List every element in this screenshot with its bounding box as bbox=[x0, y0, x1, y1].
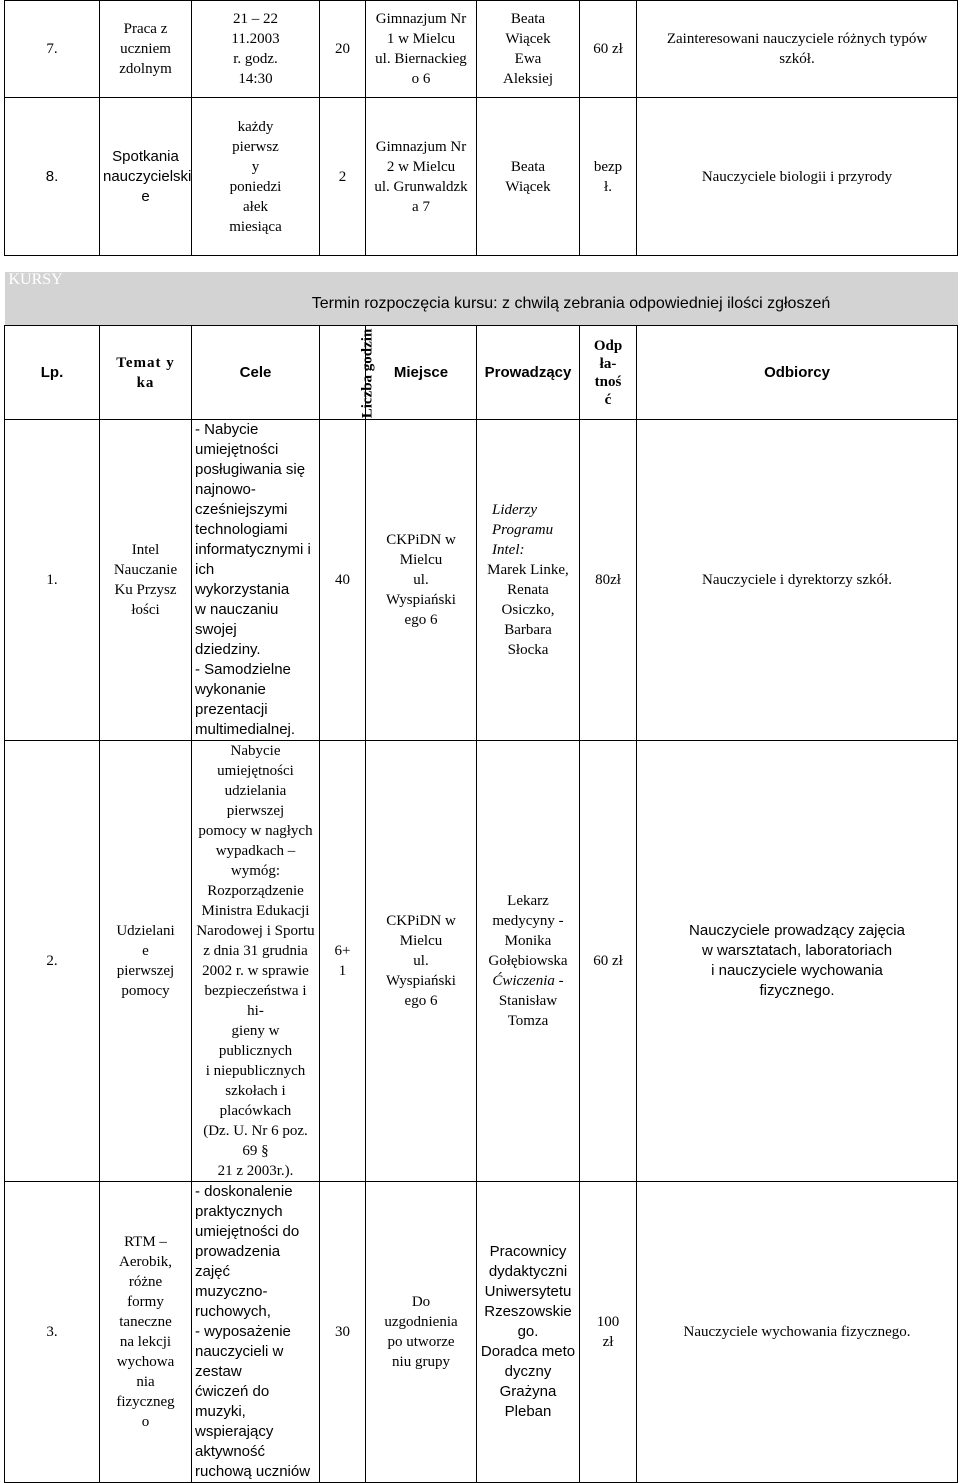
header-row bbox=[5, 326, 958, 420]
header-lp: Lp. bbox=[5, 326, 100, 420]
course-leader: Pracownicy dydaktyczni Uniwersytetu Rzeszowskie go. Doradca meto dyczny Grażyna Pleban bbox=[477, 1182, 580, 1483]
course-place: CKPiDN w Mielcu ul. Wyspiański ego 6 bbox=[366, 420, 477, 741]
table-row bbox=[5, 1, 958, 98]
row-date: każdy pierwsz y poniedzi ałek miesiąca bbox=[192, 98, 320, 256]
course-leader-instructor: Stanisław Tomza bbox=[498, 993, 558, 1029]
row-place: Gimnazjum Nr 1 w Mielcu ul. Biernackieg o 6 bbox=[366, 1, 477, 98]
header-prowadzacy: Prowadzący bbox=[477, 326, 580, 420]
row-topic: Spotkania nauczycielski e bbox=[100, 98, 192, 256]
row-fee: 60 zł bbox=[580, 1, 637, 98]
header-tematyka: Temat y ka bbox=[100, 326, 192, 420]
course-leader bbox=[477, 420, 580, 741]
row-topic: Praca z uczniem zdolnym bbox=[100, 1, 192, 98]
table-row bbox=[5, 98, 958, 256]
course-hours: 6+ 1 bbox=[320, 741, 366, 1182]
table-row bbox=[5, 1182, 958, 1483]
course-place: CKPiDN w Mielcu ul. Wyspiański ego 6 bbox=[366, 741, 477, 1182]
course-fee: 80zł bbox=[580, 420, 637, 741]
table-row bbox=[5, 420, 958, 741]
row-fee: bezp ł. bbox=[580, 98, 637, 256]
course-leader bbox=[477, 741, 580, 1182]
row-lp: 7. bbox=[5, 1, 100, 98]
course-goals: - doskonalenie praktycznych umiejętności do prowadzenia zajęć muzyczno- ruchowych, - wyposażenie nauczycieli w zestaw ćwiczeń do muzyki, wspierający aktywność ruchową uczniów bbox=[192, 1182, 320, 1483]
course-place: Do uzgodnienia po utworze niu grupy bbox=[366, 1182, 477, 1483]
kursy-label: KURSY bbox=[8, 271, 63, 289]
header-cele: Cele bbox=[192, 326, 320, 420]
course-fee: 60 zł bbox=[580, 741, 637, 1182]
course-recipients: Nauczyciele prowadzący zajęcia w warsztatach, laboratoriach i nauczyciele wychowania fizycznego. bbox=[637, 741, 958, 1182]
course-topic: Udzielani e pierwszej pomocy bbox=[100, 741, 192, 1182]
spacer bbox=[5, 256, 958, 272]
course-recipients: Nauczyciele wychowania fizycznego. bbox=[637, 1182, 958, 1483]
header-odplatnosc: Odp ła- tnoś ć bbox=[580, 326, 637, 420]
schedule-table bbox=[4, 0, 958, 1483]
course-hours: 40 bbox=[320, 420, 366, 741]
table-row bbox=[5, 741, 958, 1182]
header-liczba-godzin-text: Liczba godzin bbox=[359, 328, 376, 418]
row-date: 21 – 22 11.2003 r. godz. 14:30 bbox=[192, 1, 320, 98]
course-topic: Intel Nauczanie Ku Przysz łości bbox=[100, 420, 192, 741]
row-hours: 20 bbox=[320, 1, 366, 98]
course-goals: - Nabycie umiejętności posługiwania się najnowo- cześniejszymi technologiami informatycznymi i ich wykorzystania w nauczaniu swojej dziedziny. - Samodzielne wykonanie prezentacji multimedialnej. bbox=[192, 420, 320, 741]
course-lp: 2. bbox=[5, 741, 100, 1182]
course-recipients: Nauczyciele i dyrektorzy szkół. bbox=[637, 420, 958, 741]
termin-text: Termin rozpoczęcia kursu: z chwilą zebrania odpowiedniej ilości zgłoszeń bbox=[311, 295, 831, 313]
course-hours: 30 bbox=[320, 1182, 366, 1483]
course-lp: 1. bbox=[5, 420, 100, 741]
course-fee: 100 zł bbox=[580, 1182, 637, 1483]
course-topic: RTM – Aerobik, różne formy taneczne na lekcji wychowa nia fizyczneg o bbox=[100, 1182, 192, 1483]
row-leader: Beata Wiącek Ewa Aleksiej bbox=[477, 1, 580, 98]
row-hours: 2 bbox=[320, 98, 366, 256]
row-recipients: Zainteresowani nauczyciele różnych typów szkół. bbox=[637, 1, 958, 98]
course-goals: Nabycie umiejętności udzielania pierwszej pomocy w nagłych wypadkach – wymóg: Rozporządzenie Ministra Edukacji Narodowej i Sportu z dnia 31 grudnia 2002 r. w sprawie bezpieczeństwa i hi- gieny w publicznych i niepublicznych szkołach i placówkach (Dz. U. Nr 6 poz. 69 § 21 z 2003r.). bbox=[192, 741, 320, 1182]
header-odbiorcy: Odbiorcy bbox=[637, 326, 958, 420]
course-leader-intro: Liderzy Programu Intel: bbox=[492, 502, 554, 558]
course-leader-names: Marek Linke, Renata Osiczko, Barbara Słocka bbox=[487, 562, 569, 658]
row-recipients: Nauczyciele biologii i przyrody bbox=[637, 98, 958, 256]
course-leader-exercises: Ćwiczenia - bbox=[492, 973, 564, 989]
row-lp: 8. bbox=[5, 98, 100, 256]
kursy-band bbox=[5, 272, 958, 326]
course-lp: 3. bbox=[5, 1182, 100, 1483]
row-leader: Beata Wiącek bbox=[477, 98, 580, 256]
header-liczba-godzin bbox=[320, 326, 376, 420]
row-place: Gimnazjum Nr 2 w Mielcu ul. Grunwaldzk a 7 bbox=[366, 98, 477, 256]
course-leader-doctor: Lekarz medycyny - Monika Gołębiowska bbox=[488, 893, 568, 969]
header-miejsce: Miejsce bbox=[366, 326, 477, 420]
